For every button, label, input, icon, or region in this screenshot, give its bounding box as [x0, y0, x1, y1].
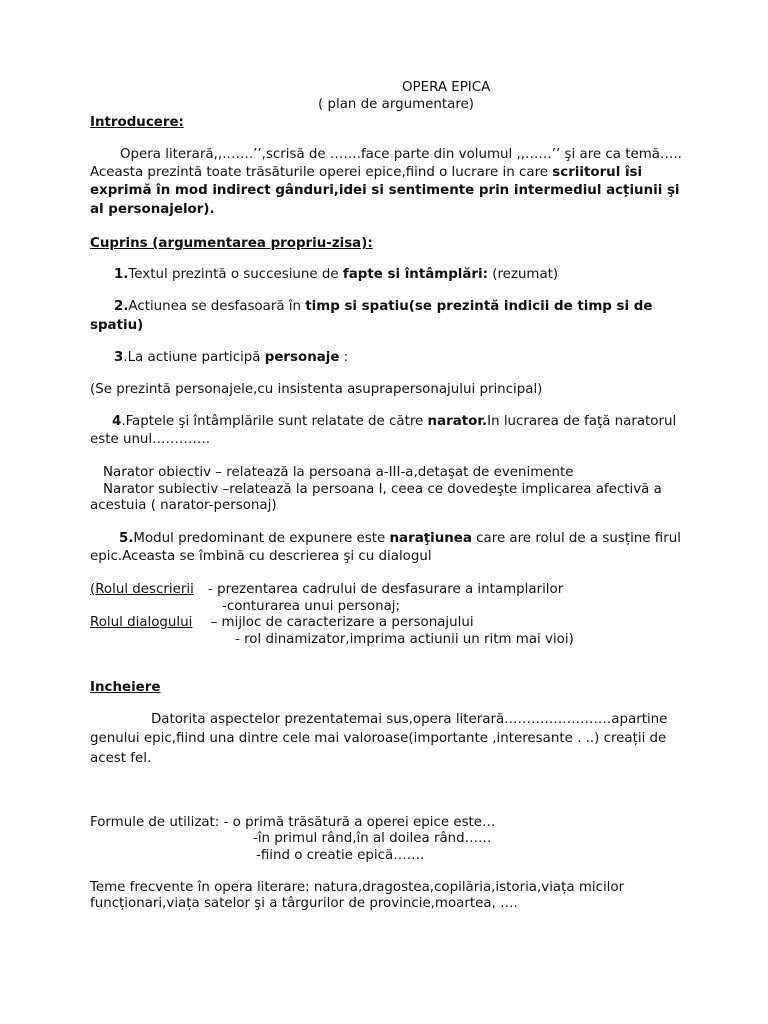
- introducere-line-4: al personajelor).: [90, 202, 215, 217]
- narator-subiectiv-line-2: acestuia ( narator-personaj): [90, 498, 277, 513]
- point-5-number: 5.: [119, 531, 134, 546]
- point-3-rest: :: [339, 350, 349, 365]
- rolul-descrierii-row: [90, 582, 563, 598]
- formule-line-3: -fiind o creatie epică…….: [256, 848, 425, 863]
- introducere-line-2: [90, 165, 642, 181]
- rolul-descrierii-1: - prezentarea cadrului de desfasurare a intamplarilor: [203, 582, 564, 597]
- point-5-text: Modul predominant de expunere este: [133, 531, 390, 546]
- cuprins-point-2: [114, 299, 652, 315]
- point-1-rest: (rezumat): [487, 267, 559, 282]
- point-1-bold: fapte si întâmplări:: [342, 267, 488, 282]
- point-3-number: 3: [114, 350, 124, 365]
- formule-line-2: -în primul rând,în al doilea rând……: [253, 831, 492, 846]
- incheiere-line-2: genului epic,fiind una dintre cele mai valoroase(importante ,interesante . ..) creații de: [90, 731, 667, 746]
- point-2-number: 2.: [114, 299, 129, 314]
- rolul-dialogului-1: – mijloc de caracterizare a personajului: [206, 615, 474, 630]
- cuprins-point-2-line-2: spatiu): [90, 318, 144, 333]
- cuprins-point-1: [114, 267, 558, 283]
- point-2-text: Actiunea se desfasoară în: [128, 299, 306, 314]
- cuprins-point-5-line-2: epic.Aceasta se îmbină cu descrierea şi cu dialogul: [90, 549, 432, 564]
- point-4-text: .Faptele şi întâmplările sunt relatate de către: [121, 414, 428, 429]
- incheiere-line-3: acest fel.: [90, 751, 152, 766]
- introducere-line-2-text: Aceasta prezintă toate trăsăturile operei epice,fiind o lucrare in care: [90, 165, 553, 180]
- teme-line-1: Teme frecvente în opera literare: natura,dragostea,copilăria,istoria,viața micilor: [90, 880, 625, 895]
- rolul-descrierii-2: -conturarea unui personaj;: [222, 599, 401, 614]
- formule-line-1: Formule de utilizat: - o primă trăsătură a operei epice este…: [90, 815, 496, 830]
- rolul-dialogului-row: [90, 615, 474, 631]
- rolul-dialogului-2: - rol dinamizator,imprima actiunii un ritm mai vioi): [235, 632, 574, 647]
- narator-obiectiv: Narator obiectiv – relatează la persoana a-III-a,detaşat de evenimente: [103, 465, 574, 480]
- rolul-dialogului-label: Rolul dialogului: [90, 615, 193, 630]
- incheiere-heading: Incheiere: [90, 680, 161, 695]
- introducere-line-3: exprimă în mod indirect gânduri,idei si sentimente prin intermediul acțiunii şi: [90, 183, 680, 198]
- point-3-bold: personaje: [264, 350, 340, 365]
- cuprins-heading: Cuprins (argumentarea propriu-zisa):: [90, 236, 373, 251]
- teme-line-2: funcționari,viața satelor şi a târgurilor de provincie,moartea, ….: [90, 896, 518, 911]
- incheiere-line-1: Datorita aspectelor prezentatemai sus,opera literară……………………apartine: [151, 712, 668, 727]
- rolul-descrierii-label: (Rolul descrierii: [90, 582, 194, 597]
- point-1-text: Textul prezintă o succesiune de: [128, 267, 343, 282]
- introducere-heading: Introducere:: [90, 115, 184, 130]
- cuprins-point-5: [119, 531, 681, 547]
- point-1-number: 1.: [114, 267, 129, 282]
- cuprins-point-4: [112, 414, 676, 430]
- point-3-text: .La actiune participă: [123, 350, 265, 365]
- document-title: OPERA EPICA: [402, 80, 491, 95]
- point-5-rest: care are rolul de a susține firul: [471, 531, 681, 546]
- document-subtitle: ( plan de argumentare): [318, 97, 475, 112]
- narator-subiectiv: Narator subiectiv –relatează la persoana I, ceea ce dovedeşte implicarea afectivă a: [103, 482, 662, 497]
- point-4-bold: narator.: [427, 414, 488, 429]
- introducere-line-1: Opera literară,,…….’’,scrisă de …….face parte din volumul ,,……’’ şi are ca temă…..: [120, 147, 682, 162]
- point-5-bold: naraţiunea: [389, 531, 472, 546]
- cuprins-point-3-note: (Se prezintă personajele,cu insistenta asuprapersonajului principal): [90, 382, 543, 397]
- cuprins-point-3: [114, 350, 348, 366]
- point-4-rest: In lucrarea de faţă naratorul: [487, 414, 677, 429]
- introducere-line-2-bold: scriitorul îsi: [552, 165, 643, 180]
- point-4-number: 4: [112, 414, 122, 429]
- cuprins-point-4-line-2: este unul………….: [90, 432, 210, 447]
- point-2-bold: timp si spatiu(se prezintă indicii de timp si de: [305, 299, 653, 314]
